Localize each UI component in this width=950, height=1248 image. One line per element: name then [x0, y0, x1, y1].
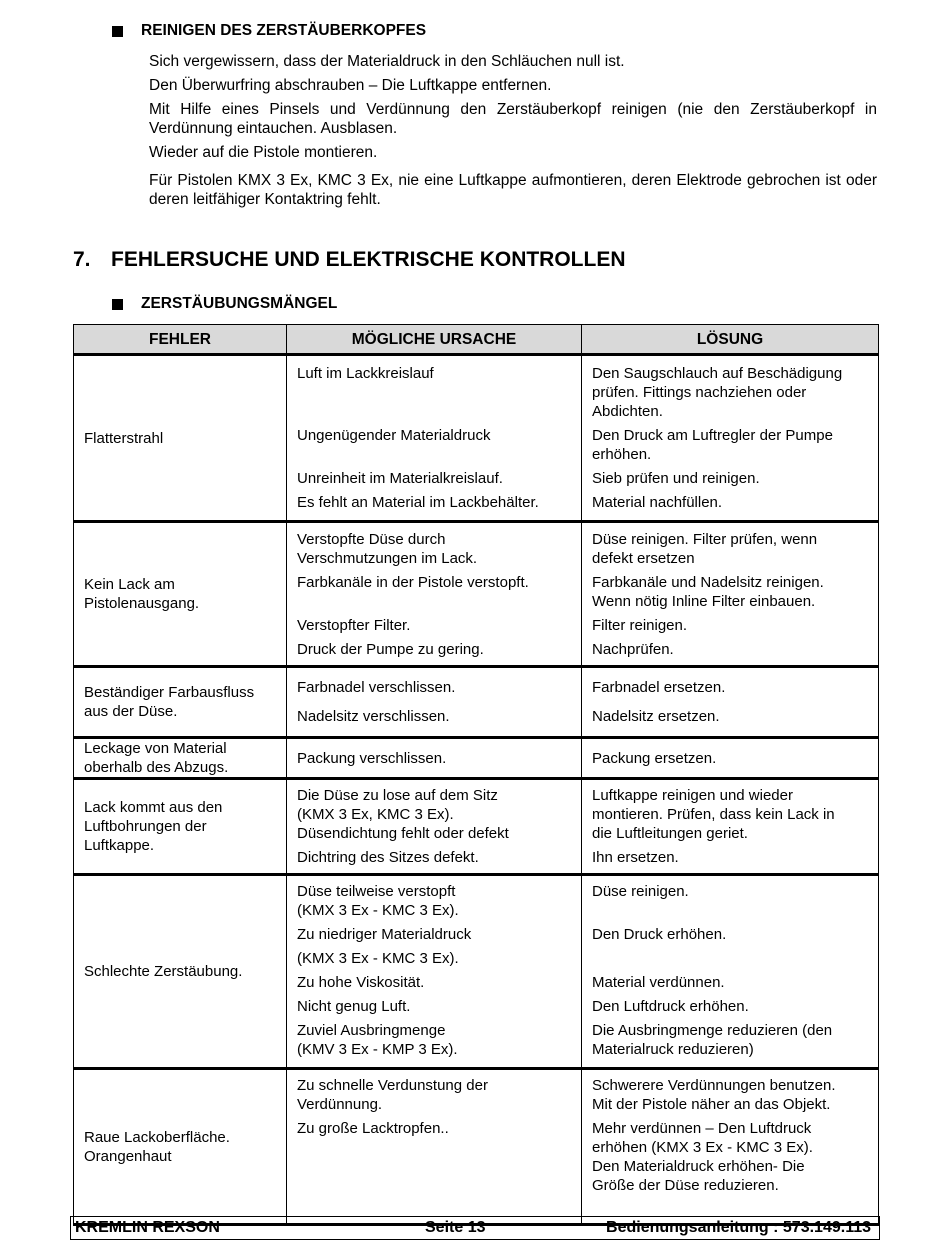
- cause-line: Zuviel Ausbringmenge: [297, 1022, 446, 1039]
- cause-entry: [297, 530, 571, 568]
- bullet-square-icon: [112, 299, 123, 310]
- cell-ursache: [287, 779, 582, 875]
- cause-line: Verdünnung.: [297, 1096, 383, 1113]
- solution-line: Größe der Düse reduzieren.: [592, 1177, 779, 1194]
- solution-entry: [592, 1021, 868, 1059]
- cell-fehler: [74, 522, 287, 667]
- header-fehler: FEHLER: [74, 325, 287, 355]
- fehler-text: Lack kommt aus den Luftbohrungen der Luftkappe.: [84, 799, 223, 854]
- solution-line: Den Druck erhöhen.: [592, 926, 727, 943]
- solution-line: prüfen. Fittings nachziehen oder: [592, 384, 807, 401]
- solution-line: Düse reinigen. Filter prüfen, wenn: [592, 531, 818, 548]
- chapter-heading: [73, 248, 626, 272]
- subsection-heading: [112, 295, 337, 313]
- cause-line: [297, 1138, 571, 1157]
- cell-fehler: [74, 667, 287, 738]
- cause-line: Die Düse zu lose auf dem Sitz: [297, 787, 498, 804]
- solution-line: Materialruck reduzieren): [592, 1041, 754, 1058]
- chapter-number: 7.: [73, 248, 91, 271]
- cause-line: Nicht genug Luft.: [297, 998, 411, 1015]
- fehler-text: Leckage von Material oberhalb des Abzugs.: [84, 740, 229, 776]
- solution-line: [592, 901, 868, 920]
- solution-line: erhöhen.: [592, 446, 652, 463]
- cause-line: Druck der Pumpe zu gering.: [297, 641, 484, 658]
- footer-company: KREMLIN REXSON: [75, 1219, 220, 1236]
- cause-entry: [297, 616, 571, 635]
- cause-line: [297, 1157, 571, 1176]
- cause-line: (KMX 3 Ex - KMC 3 Ex).: [297, 950, 459, 967]
- solution-entry: [592, 1076, 868, 1114]
- solution-entry: [592, 882, 868, 920]
- solution-line: Schwerere Verdünnungen benutzen.: [592, 1077, 836, 1094]
- cause-entry: [297, 848, 571, 867]
- solution-line: Filter reinigen.: [592, 617, 688, 634]
- solution-entry: [592, 925, 868, 944]
- table-row: [74, 779, 879, 875]
- table-header-row: [74, 325, 879, 355]
- cell-ursache: [287, 522, 582, 667]
- cause-line: Verstopfte Düse durch: [297, 531, 446, 548]
- cause-line: Luft im Lackkreislauf: [297, 365, 434, 382]
- clean-paragraph: Sich vergewissern, dass der Materialdruck in den Schläuchen null ist.: [149, 53, 625, 70]
- header-ursache: MÖGLICHE URSACHE: [287, 325, 582, 355]
- cause-line: Zu schnelle Verdunstung der: [297, 1077, 488, 1094]
- section-clean-heading-text: REINIGEN DES ZERSTÄUBERKOPFES: [141, 22, 427, 39]
- fehler-text: Beständiger Farbausfluss aus der Düse.: [84, 684, 255, 720]
- table-row: [74, 667, 879, 738]
- cell-fehler: [74, 1069, 287, 1225]
- cause-entry: [297, 364, 571, 421]
- cause-line: (KMV 3 Ex - KMP 3 Ex).: [297, 1041, 458, 1058]
- fehler-text: Schlechte Zerstäubung.: [84, 963, 243, 980]
- solution-line: Luftkappe reinigen und wieder: [592, 787, 793, 804]
- solution-entry: [592, 573, 868, 611]
- cause-line: Nadelsitz verschlissen.: [297, 708, 450, 725]
- cell-ursache: [287, 355, 582, 522]
- fehler-text: Flatterstrahl: [84, 429, 164, 447]
- cell-ursache: [287, 667, 582, 738]
- solution-entry: [592, 749, 868, 768]
- solution-line: Mit der Pistole näher an das Objekt.: [592, 1096, 831, 1113]
- chapter-title: FEHLERSUCHE UND ELEKTRISCHE KONTROLLEN: [111, 248, 626, 271]
- solution-entry: [592, 1119, 868, 1195]
- header-loesung: LÖSUNG: [582, 325, 879, 355]
- cause-entry: [297, 749, 571, 768]
- solution-entry: [592, 949, 868, 968]
- cause-line: Packung verschlissen.: [297, 750, 447, 767]
- section-clean-heading: [112, 22, 426, 40]
- cell-loesung: [582, 875, 879, 1069]
- cause-entry: [297, 925, 571, 944]
- cell-fehler: [74, 738, 287, 779]
- solution-line: Abdichten.: [592, 403, 663, 420]
- bullet-square-icon: [112, 26, 123, 37]
- cell-fehler: [74, 355, 287, 522]
- solution-entry: [592, 616, 868, 635]
- solution-line: Farbnadel ersetzen.: [592, 679, 726, 696]
- footer-manual-number: Bedienungsanleitung : 573.149.113: [606, 1219, 871, 1236]
- cause-entry: [297, 707, 571, 726]
- cell-ursache: [287, 738, 582, 779]
- fehler-text: Raue Lackoberfläche. Orangenhaut: [84, 1128, 230, 1165]
- solution-line: Den Luftdruck erhöhen.: [592, 998, 749, 1015]
- cause-entry: [297, 469, 571, 488]
- solution-line: montieren. Prüfen, dass kein Lack in: [592, 806, 835, 823]
- cause-entry: [297, 678, 571, 697]
- cause-entry: [297, 1076, 571, 1114]
- cause-line: Farbnadel verschlissen.: [297, 679, 456, 696]
- footer-page-number: Seite 13: [425, 1219, 486, 1236]
- cause-entry: [297, 949, 571, 968]
- solution-entry: [592, 848, 868, 867]
- cause-line: Verstopfter Filter.: [297, 617, 411, 634]
- cell-loesung: [582, 1069, 879, 1225]
- solution-line: Die Ausbringmenge reduzieren (den: [592, 1022, 833, 1039]
- table-body: [74, 355, 879, 1225]
- cause-entry: [297, 640, 571, 659]
- cell-ursache: [287, 875, 582, 1069]
- table-row: [74, 738, 879, 779]
- solution-entry: [592, 530, 868, 568]
- solution-entry: [592, 640, 868, 659]
- cause-line: [297, 592, 571, 611]
- cell-fehler: [74, 779, 287, 875]
- cause-line: [297, 402, 571, 421]
- solution-entry: [592, 786, 868, 843]
- cause-line: [297, 383, 571, 402]
- section-clean-body: [149, 52, 877, 214]
- solution-line: Mehr verdünnen – Den Luftdruck: [592, 1120, 812, 1137]
- clean-paragraph: Mit Hilfe eines Pinsels und Verdünnung den Zerstäuberkopf reinigen (nie den Zerstäuberkopf in Verdünnung eintauchen. Ausblasen.: [149, 101, 877, 137]
- cause-line: [297, 445, 571, 464]
- cause-line: Düsendichtung fehlt oder defekt: [297, 825, 509, 842]
- solution-line: die Luftleitungen geriet.: [592, 825, 748, 842]
- solution-entry: [592, 973, 868, 992]
- cause-entry: [297, 973, 571, 992]
- cause-line: Es fehlt an Material im Lackbehälter.: [297, 494, 539, 511]
- cause-entry: [297, 1119, 571, 1195]
- solution-line: Sieb prüfen und reinigen.: [592, 470, 760, 487]
- cause-entry: [297, 573, 571, 611]
- solution-line: [592, 949, 868, 968]
- solution-line: Nadelsitz ersetzen.: [592, 708, 720, 725]
- cause-line: Dichtring des Sitzes defekt.: [297, 849, 479, 866]
- fehler-text: Kein Lack am Pistolenausgang.: [84, 576, 200, 612]
- clean-paragraph: Für Pistolen KMX 3 Ex, KMC 3 Ex, nie eine Luftkappe aufmontieren, deren Elektrode gebrochen ist oder deren leitfähiger Kontaktring fehlt.: [149, 172, 877, 208]
- cell-ursache: [287, 1069, 582, 1225]
- cause-line: Zu große Lacktropfen..: [297, 1120, 449, 1137]
- table-row: [74, 1069, 879, 1225]
- solution-entry: [592, 707, 868, 726]
- cause-line: [297, 1176, 571, 1195]
- solution-line: Den Druck am Luftregler der Pumpe: [592, 427, 833, 444]
- cell-loesung: [582, 355, 879, 522]
- cause-line: Ungenügender Materialdruck: [297, 427, 491, 444]
- table-row: [74, 355, 879, 522]
- cell-loesung: [582, 779, 879, 875]
- solution-line: Material nachfüllen.: [592, 494, 723, 511]
- cell-loesung: [582, 522, 879, 667]
- cause-entry: [297, 426, 571, 464]
- cell-fehler: [74, 875, 287, 1069]
- cause-line: Zu niedriger Materialdruck: [297, 926, 472, 943]
- cause-entry: [297, 997, 571, 1016]
- cause-entry: [297, 786, 571, 843]
- cell-loesung: [582, 667, 879, 738]
- solution-entry: [592, 997, 868, 1016]
- cause-entry: [297, 1021, 571, 1059]
- cause-line: (KMX 3 Ex - KMC 3 Ex).: [297, 902, 459, 919]
- clean-paragraph: Wieder auf die Pistole montieren.: [149, 144, 378, 161]
- solution-entry: [592, 426, 868, 464]
- solution-line: Wenn nötig Inline Filter einbauen.: [592, 593, 816, 610]
- troubleshooting-table: [73, 324, 879, 1226]
- table-row: [74, 875, 879, 1069]
- solution-line: Ihn ersetzen.: [592, 849, 679, 866]
- cause-line: Verschmutzungen im Lack.: [297, 550, 478, 567]
- solution-line: Nachprüfen.: [592, 641, 674, 658]
- cell-loesung: [582, 738, 879, 779]
- cause-line: Unreinheit im Materialkreislauf.: [297, 470, 503, 487]
- solution-entry: [592, 493, 868, 512]
- solution-entry: [592, 364, 868, 421]
- cause-line: Farbkanäle in der Pistole verstopft.: [297, 574, 529, 591]
- cause-entry: [297, 882, 571, 920]
- solution-line: defekt ersetzen: [592, 550, 695, 567]
- solution-entry: [592, 469, 868, 488]
- cause-line: Düse teilweise verstopft: [297, 883, 456, 900]
- solution-line: Den Saugschlauch auf Beschädigung: [592, 365, 843, 382]
- cause-entry: [297, 493, 571, 512]
- page-footer: [70, 1216, 880, 1240]
- solution-line: erhöhen (KMX 3 Ex - KMC 3 Ex).: [592, 1139, 813, 1156]
- solution-line: Packung ersetzen.: [592, 750, 717, 767]
- solution-line: Farbkanäle und Nadelsitz reinigen.: [592, 574, 824, 591]
- solution-line: Den Materialdruck erhöhen- Die: [592, 1158, 805, 1175]
- cause-line: (KMX 3 Ex, KMC 3 Ex).: [297, 806, 454, 823]
- subsection-heading-text: ZERSTÄUBUNGSMÄNGEL: [141, 295, 338, 312]
- solution-entry: [592, 678, 868, 697]
- cause-line: Zu hohe Viskosität.: [297, 974, 425, 991]
- table-row: [74, 522, 879, 667]
- solution-line: Düse reinigen.: [592, 883, 689, 900]
- clean-paragraph: Den Überwurfring abschrauben – Die Luftkappe entfernen.: [149, 77, 552, 94]
- solution-line: Material verdünnen.: [592, 974, 725, 991]
